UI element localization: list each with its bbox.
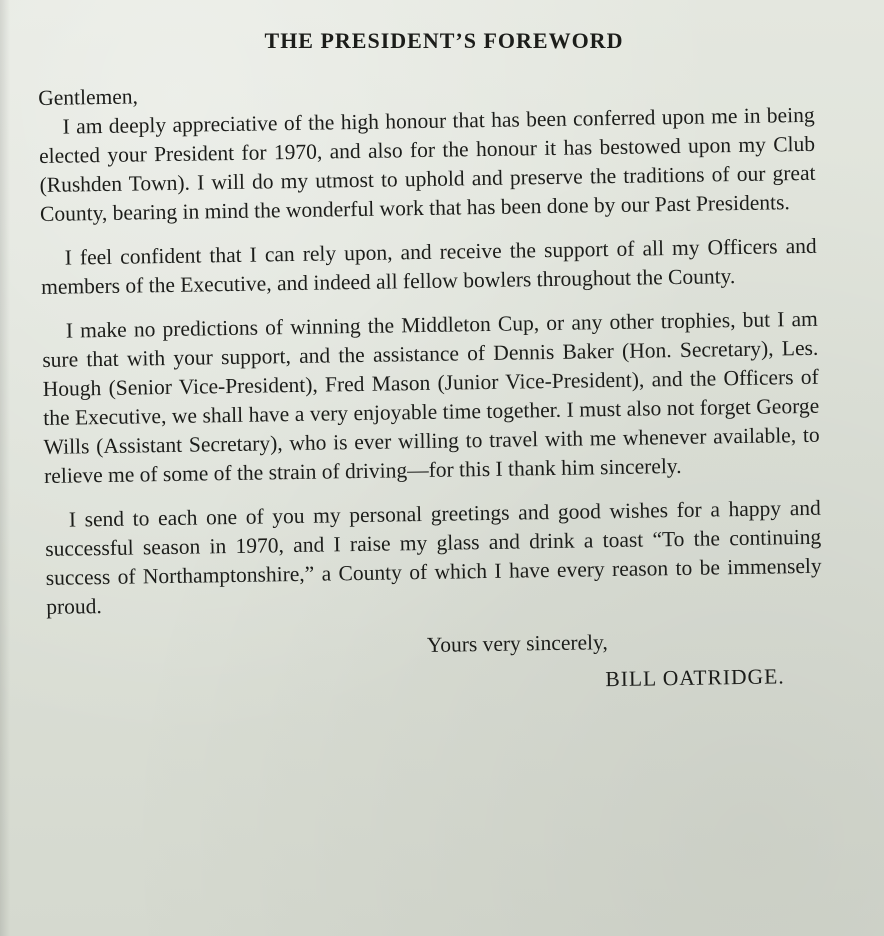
paragraph-2: I feel confident that I can rely upon, and receive the support of all my Officers and members of the Executive, and indeed all fellow bowlers throughout the County. xyxy=(41,233,817,299)
signature: BILL OATRIDGE. xyxy=(605,664,785,692)
letter-body xyxy=(38,72,824,703)
paragraph-4: I send to each one of you my personal greetings and good wishes for a happy and successful season in 1970, and I raise my glass and drink a toast “To the continuing success of Northamptonshire,” a County of which I have every reason to be immensely proud. xyxy=(45,495,822,619)
page-title: THE PRESIDENT’S FOREWORD xyxy=(264,28,624,53)
closing: Yours very sincerely, xyxy=(426,630,608,657)
paragraph-3: I make no predictions of winning the Middleton Cup, or any other trophies, but I am sure that with your support, and the assistance of Dennis Baker (Hon. Secretary), Les. Hough (Senior Vice-President), Fred Mason (Junior Vice-President), and the Officers of the Executive, we shall have a very enjoyable time together. I must also not forget George Wills (Assistant Secretary), who is ever willing to travel with me whenever available, to relieve me of some of the strain of driving—for this I thank him sincerely. xyxy=(42,306,820,488)
salutation: Gentlemen, xyxy=(38,84,139,110)
paragraph-1: I am deeply appreciative of the high honour that has been conferred upon me in being elected your President for 1970, and also for the honour it has bestowed upon my Club (Rushden Town). I will do my utmost to uphold and preserve the traditions of our great County, bearing in mind the wonderful work that has been done by our Past Presidents. xyxy=(38,102,816,226)
